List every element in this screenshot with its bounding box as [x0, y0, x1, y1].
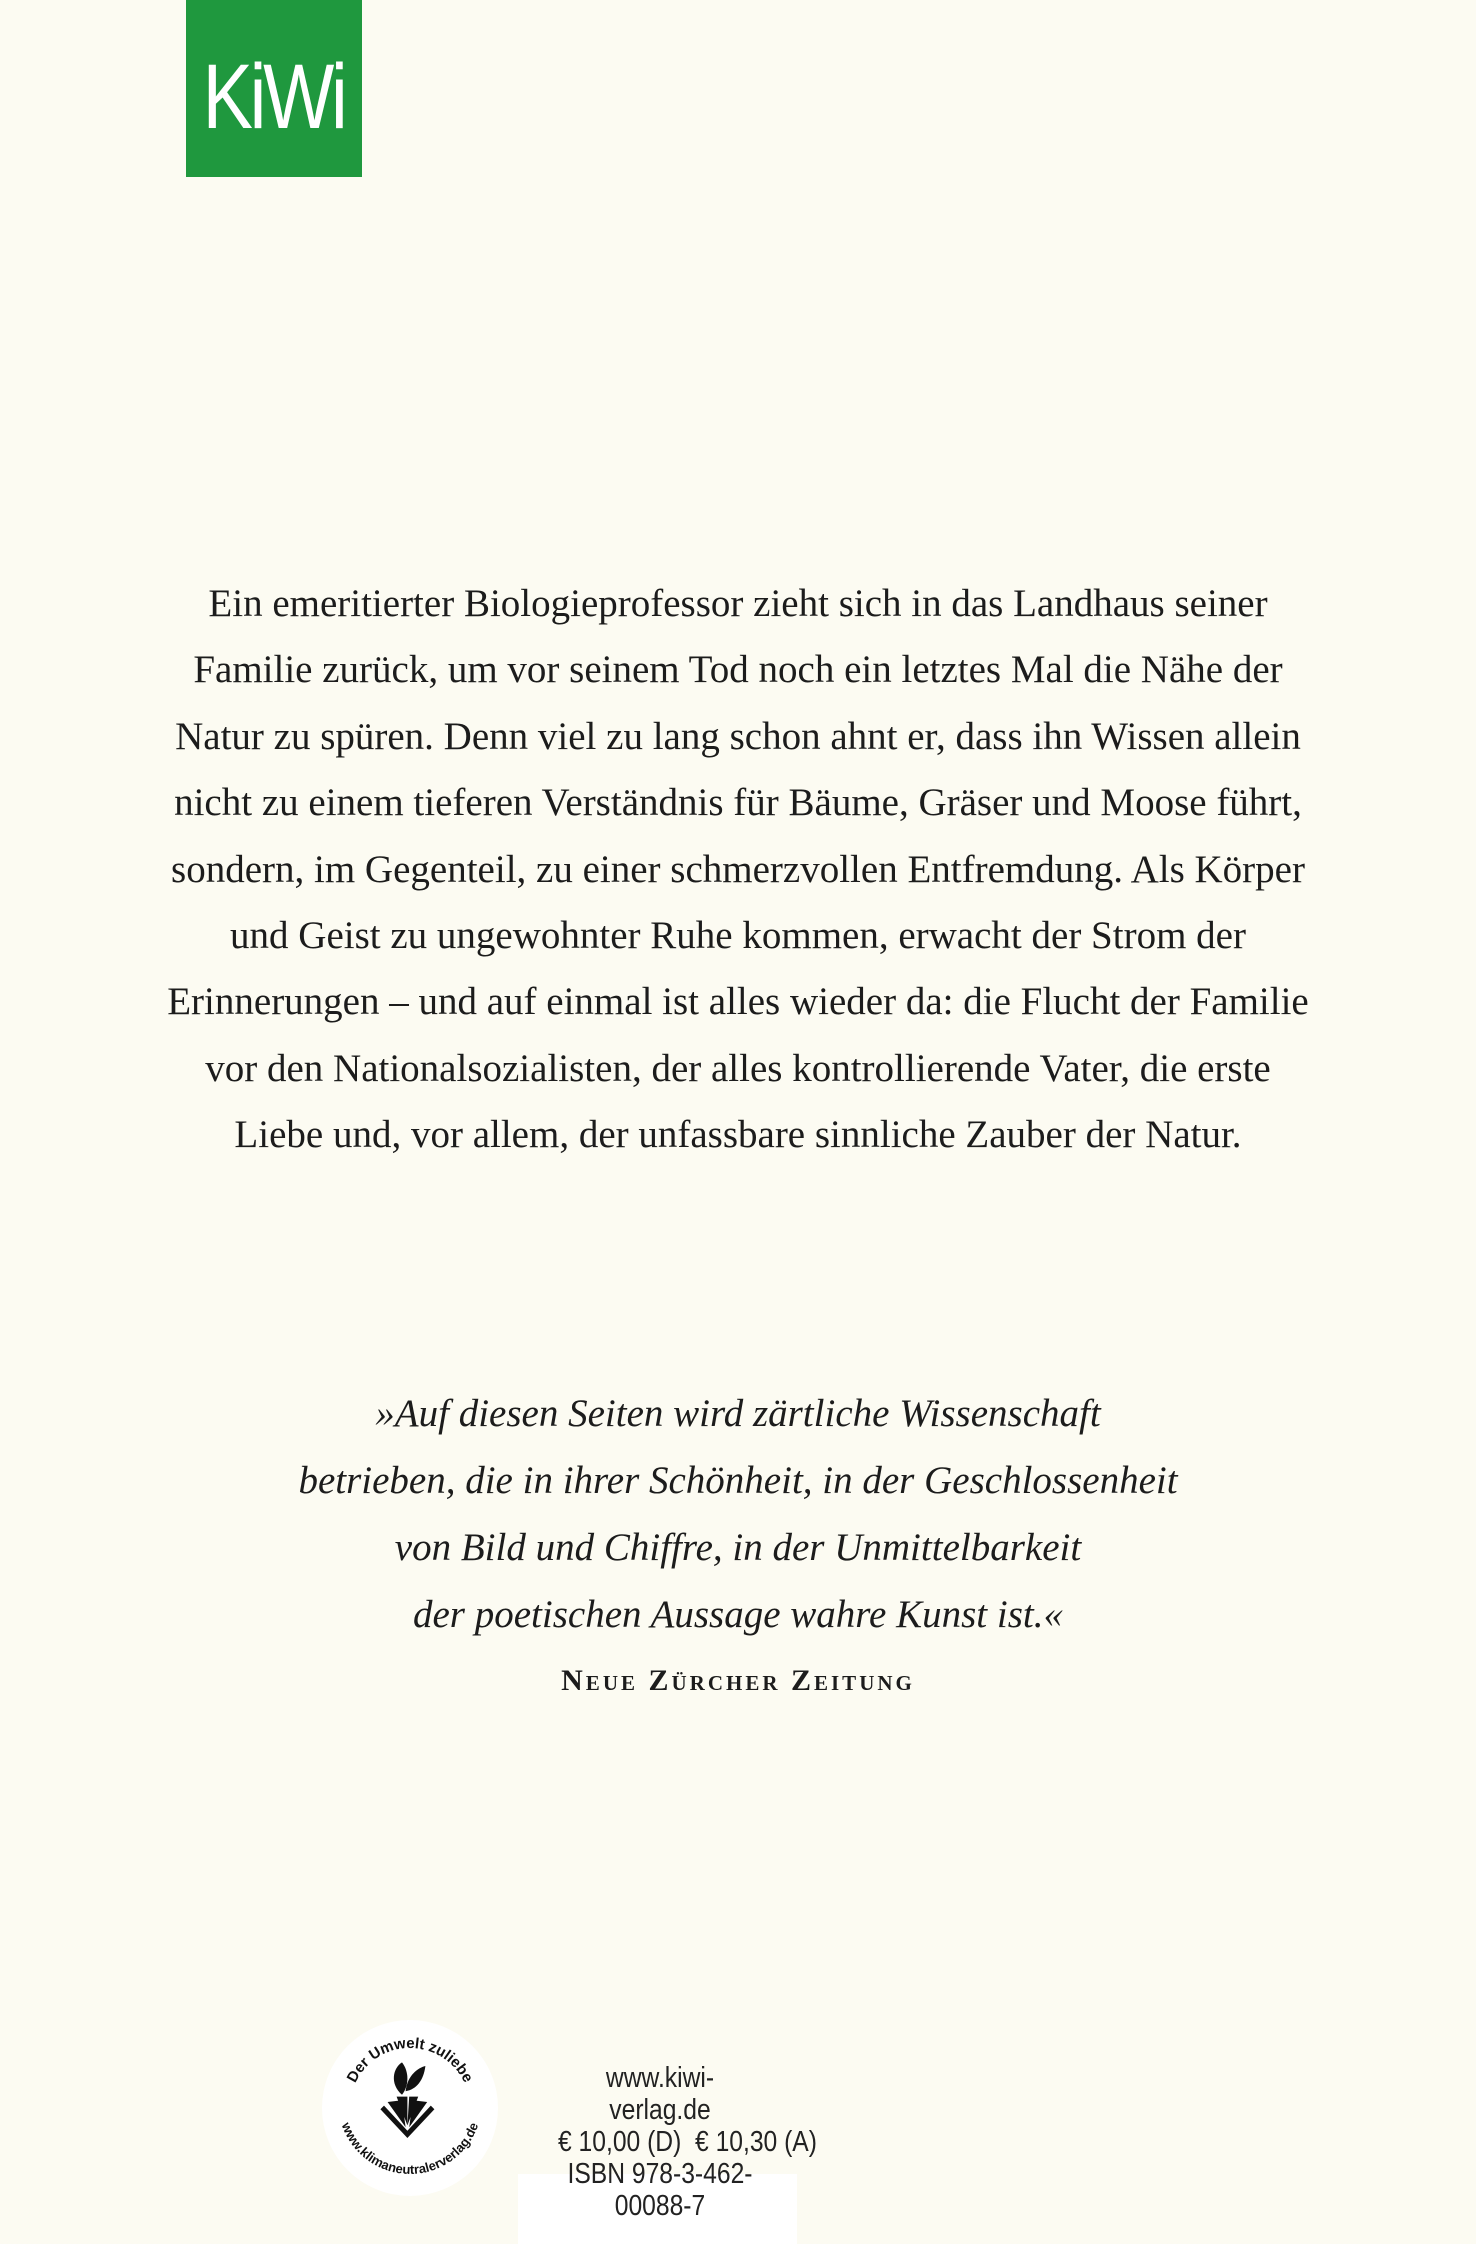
blurb-line: sondern, im Gegenteil, zu einer schmerzvollen Entfremdung. Als Körper [171, 847, 1305, 891]
blurb-line: Ein emeritierter Biologieprofessor zieht sich in das Landhaus seiner [208, 582, 1268, 625]
blurb-line: Erinnerungen – und auf einmal ist alles wieder da: die Flucht der Familie [167, 980, 1309, 1024]
website-link[interactable]: www.kiwi-verlag.de [605, 2062, 715, 2126]
leaf-book-icon [380, 2062, 434, 2138]
climate-neutral-stamp [322, 2020, 498, 2196]
stamp-bottom-text: www.klimaneutralerverlag.de [338, 2120, 482, 2178]
blurb-line: Natur zu spüren. Denn viel zu lang schon ahnt er, dass ihn Wissen allein [175, 714, 1301, 758]
blurb-line: nicht zu einem tieferen Verständnis für Bäume, Gräser und Moose führt, [174, 781, 1302, 825]
blurb-line: und Geist zu ungewohnter Ruhe kommen, erwacht der Strom der [230, 914, 1246, 958]
blurb-text [60, 571, 1416, 1169]
blurb-line: Liebe und, vor allem, der unfassbare sinnliche Zauber der Natur. [234, 1113, 1242, 1157]
blurb-line: vor den Nationalsozialisten, der alles kontrollierende Vater, die erste [205, 1046, 1271, 1090]
stamp-top-text: Der Umwelt zuliebe [343, 2034, 477, 2086]
svg-text:www.klimaneutralerverlag.de [338, 2119, 481, 2177]
quote-source: Neue Zürcher Zeitung [561, 1664, 915, 1697]
book-info [558, 2062, 817, 2222]
quote-line: der poetischen Aussage wahre Kunst ist.« [413, 1593, 1063, 1636]
kiwi-logo [186, 0, 362, 177]
isbn: ISBN 978-3-462-00088-7 [567, 2158, 753, 2222]
quote-line: betrieben, die in ihrer Schönheit, in der Geschlossenheit [298, 1459, 1178, 1502]
price: € 10,00 (D) € 10,30 (A) [558, 2126, 817, 2158]
blurb-line: Familie zurück, um vor seinem Tod noch ein letztes Mal die Nähe der [193, 648, 1283, 692]
logo-text: KiWi [203, 46, 345, 148]
quote-line: von Bild und Chiffre, in der Unmittelbarkeit [394, 1526, 1082, 1569]
review-quote [60, 1380, 1416, 1648]
quote-line: »Auf diesen Seiten wird zärtliche Wissenschaft [375, 1392, 1101, 1435]
